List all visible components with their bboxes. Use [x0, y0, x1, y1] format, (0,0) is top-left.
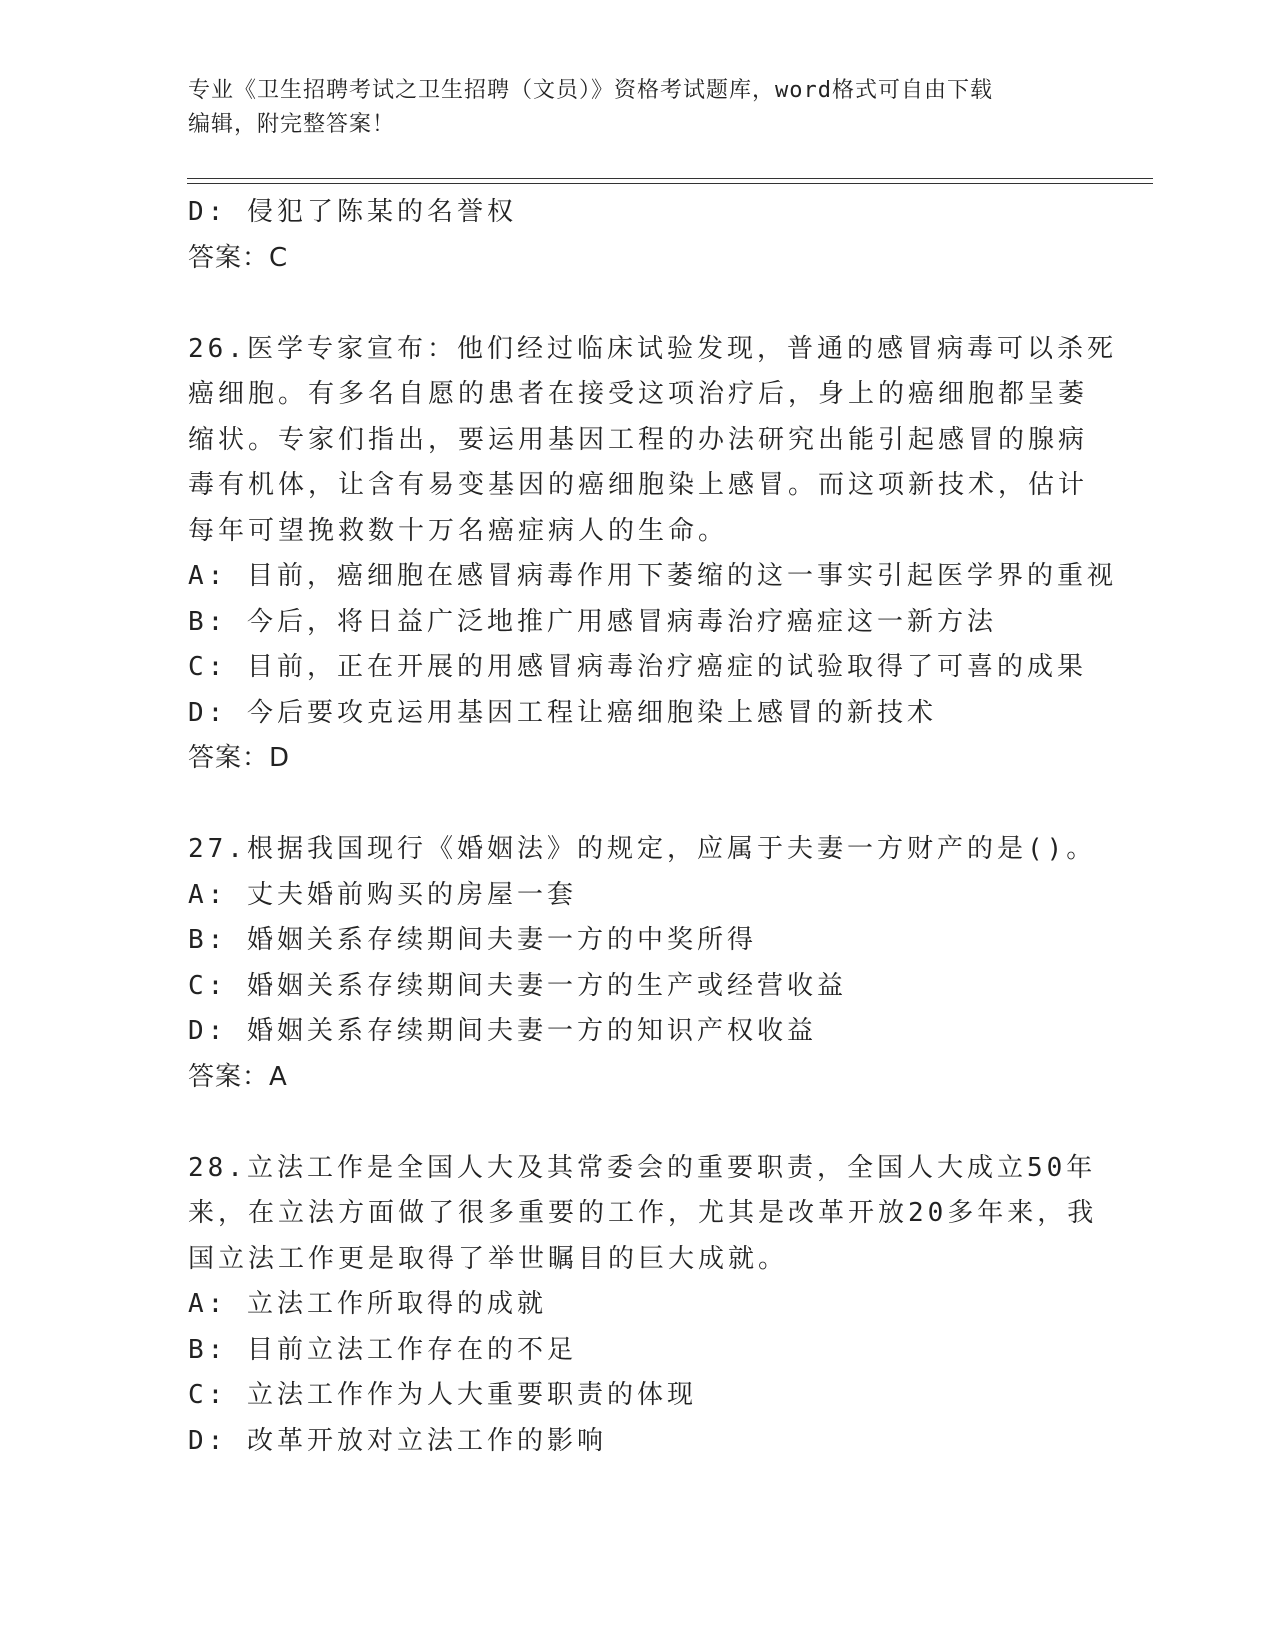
- spacer: [188, 782, 1088, 828]
- option-d: D: 今后要攻克运用基因工程让癌细胞染上感冒的新技术: [188, 697, 937, 728]
- option-d: D: 婚姻关系存续期间夫妻一方的知识产权收益: [188, 1016, 817, 1046]
- question-content: [188, 190, 1117, 1464]
- question-stem: [188, 1146, 1098, 1283]
- stem-line: 癌细胞。有多名自愿的患者在接受这项治疗后，身上的癌细胞都呈萎: [188, 379, 1089, 409]
- header-line-1: 专业《卫生招聘考试之卫生招聘（文员）》资格考试题库，word格式可自由下载: [188, 78, 993, 103]
- document-header: [188, 74, 1068, 142]
- option-b: B: 目前立法工作存在的不足: [188, 1334, 577, 1365]
- header-divider: [187, 178, 1153, 184]
- answer-line: 答案：D: [188, 743, 291, 773]
- option-d: D: 侵犯了陈某的名誉权: [188, 197, 517, 227]
- option-b: B: 今后，将日益广泛地推广用感冒病毒治疗癌症这一新方法: [188, 606, 997, 637]
- stem-line: 26.医学专家宣布：他们经过临床试验发现，普通的感冒病毒可以杀死: [188, 333, 1117, 364]
- option-d: D: 改革开放对立法工作的影响: [188, 1425, 607, 1456]
- option-b: B: 婚姻关系存续期间夫妻一方的中奖所得: [188, 925, 757, 955]
- option-c: C: 立法工作作为人大重要职责的体现: [188, 1380, 697, 1410]
- question-26: [188, 327, 1117, 782]
- stem-line: 国立法工作更是取得了举世瞩目的巨大成就。: [188, 1243, 789, 1274]
- question-stem: [188, 827, 1097, 873]
- question-27: [188, 827, 1097, 1100]
- option-a: A: 丈夫婚前购买的房屋一套: [188, 879, 577, 910]
- question-28: [188, 1146, 1098, 1465]
- header-line-2: 编辑，附完整答案！: [188, 112, 396, 137]
- answer-line: 答案：C: [188, 242, 289, 273]
- spacer: [188, 1100, 1088, 1146]
- option-a: A: 目前，癌细胞在感冒病毒作用下萎缩的这一事实引起医学界的重视: [188, 561, 1117, 591]
- option-c: C: 目前，正在开展的用感冒病毒治疗癌症的试验取得了可喜的成果: [188, 652, 1087, 682]
- option-c: C: 婚姻关系存续期间夫妻一方的生产或经营收益: [188, 970, 847, 1001]
- stem-line: 28.立法工作是全国人大及其常委会的重要职责，全国人大成立50年: [188, 1152, 1097, 1183]
- stem-line: 毒有机体，让含有易变基因的癌细胞染上感冒。而这项新技术，估计: [188, 470, 1089, 500]
- stem-line: 每年可望挽救数十万名癌症病人的生命。: [188, 515, 729, 546]
- stem-line: 27.根据我国现行《婚姻法》的规定，应属于夫妻一方财产的是()。: [188, 834, 1097, 864]
- spacer: [188, 281, 1088, 327]
- stem-line: 缩状。专家们指出，要运用基因工程的办法研究出能引起感冒的腺病: [188, 424, 1089, 455]
- answer-line: 答案：A: [188, 1061, 288, 1092]
- stem-line: 来，在立法方面做了很多重要的工作，尤其是改革开放20多年来，我: [188, 1198, 1098, 1228]
- option-a: A: 立法工作所取得的成就: [188, 1289, 547, 1319]
- question-stem: [188, 327, 1117, 555]
